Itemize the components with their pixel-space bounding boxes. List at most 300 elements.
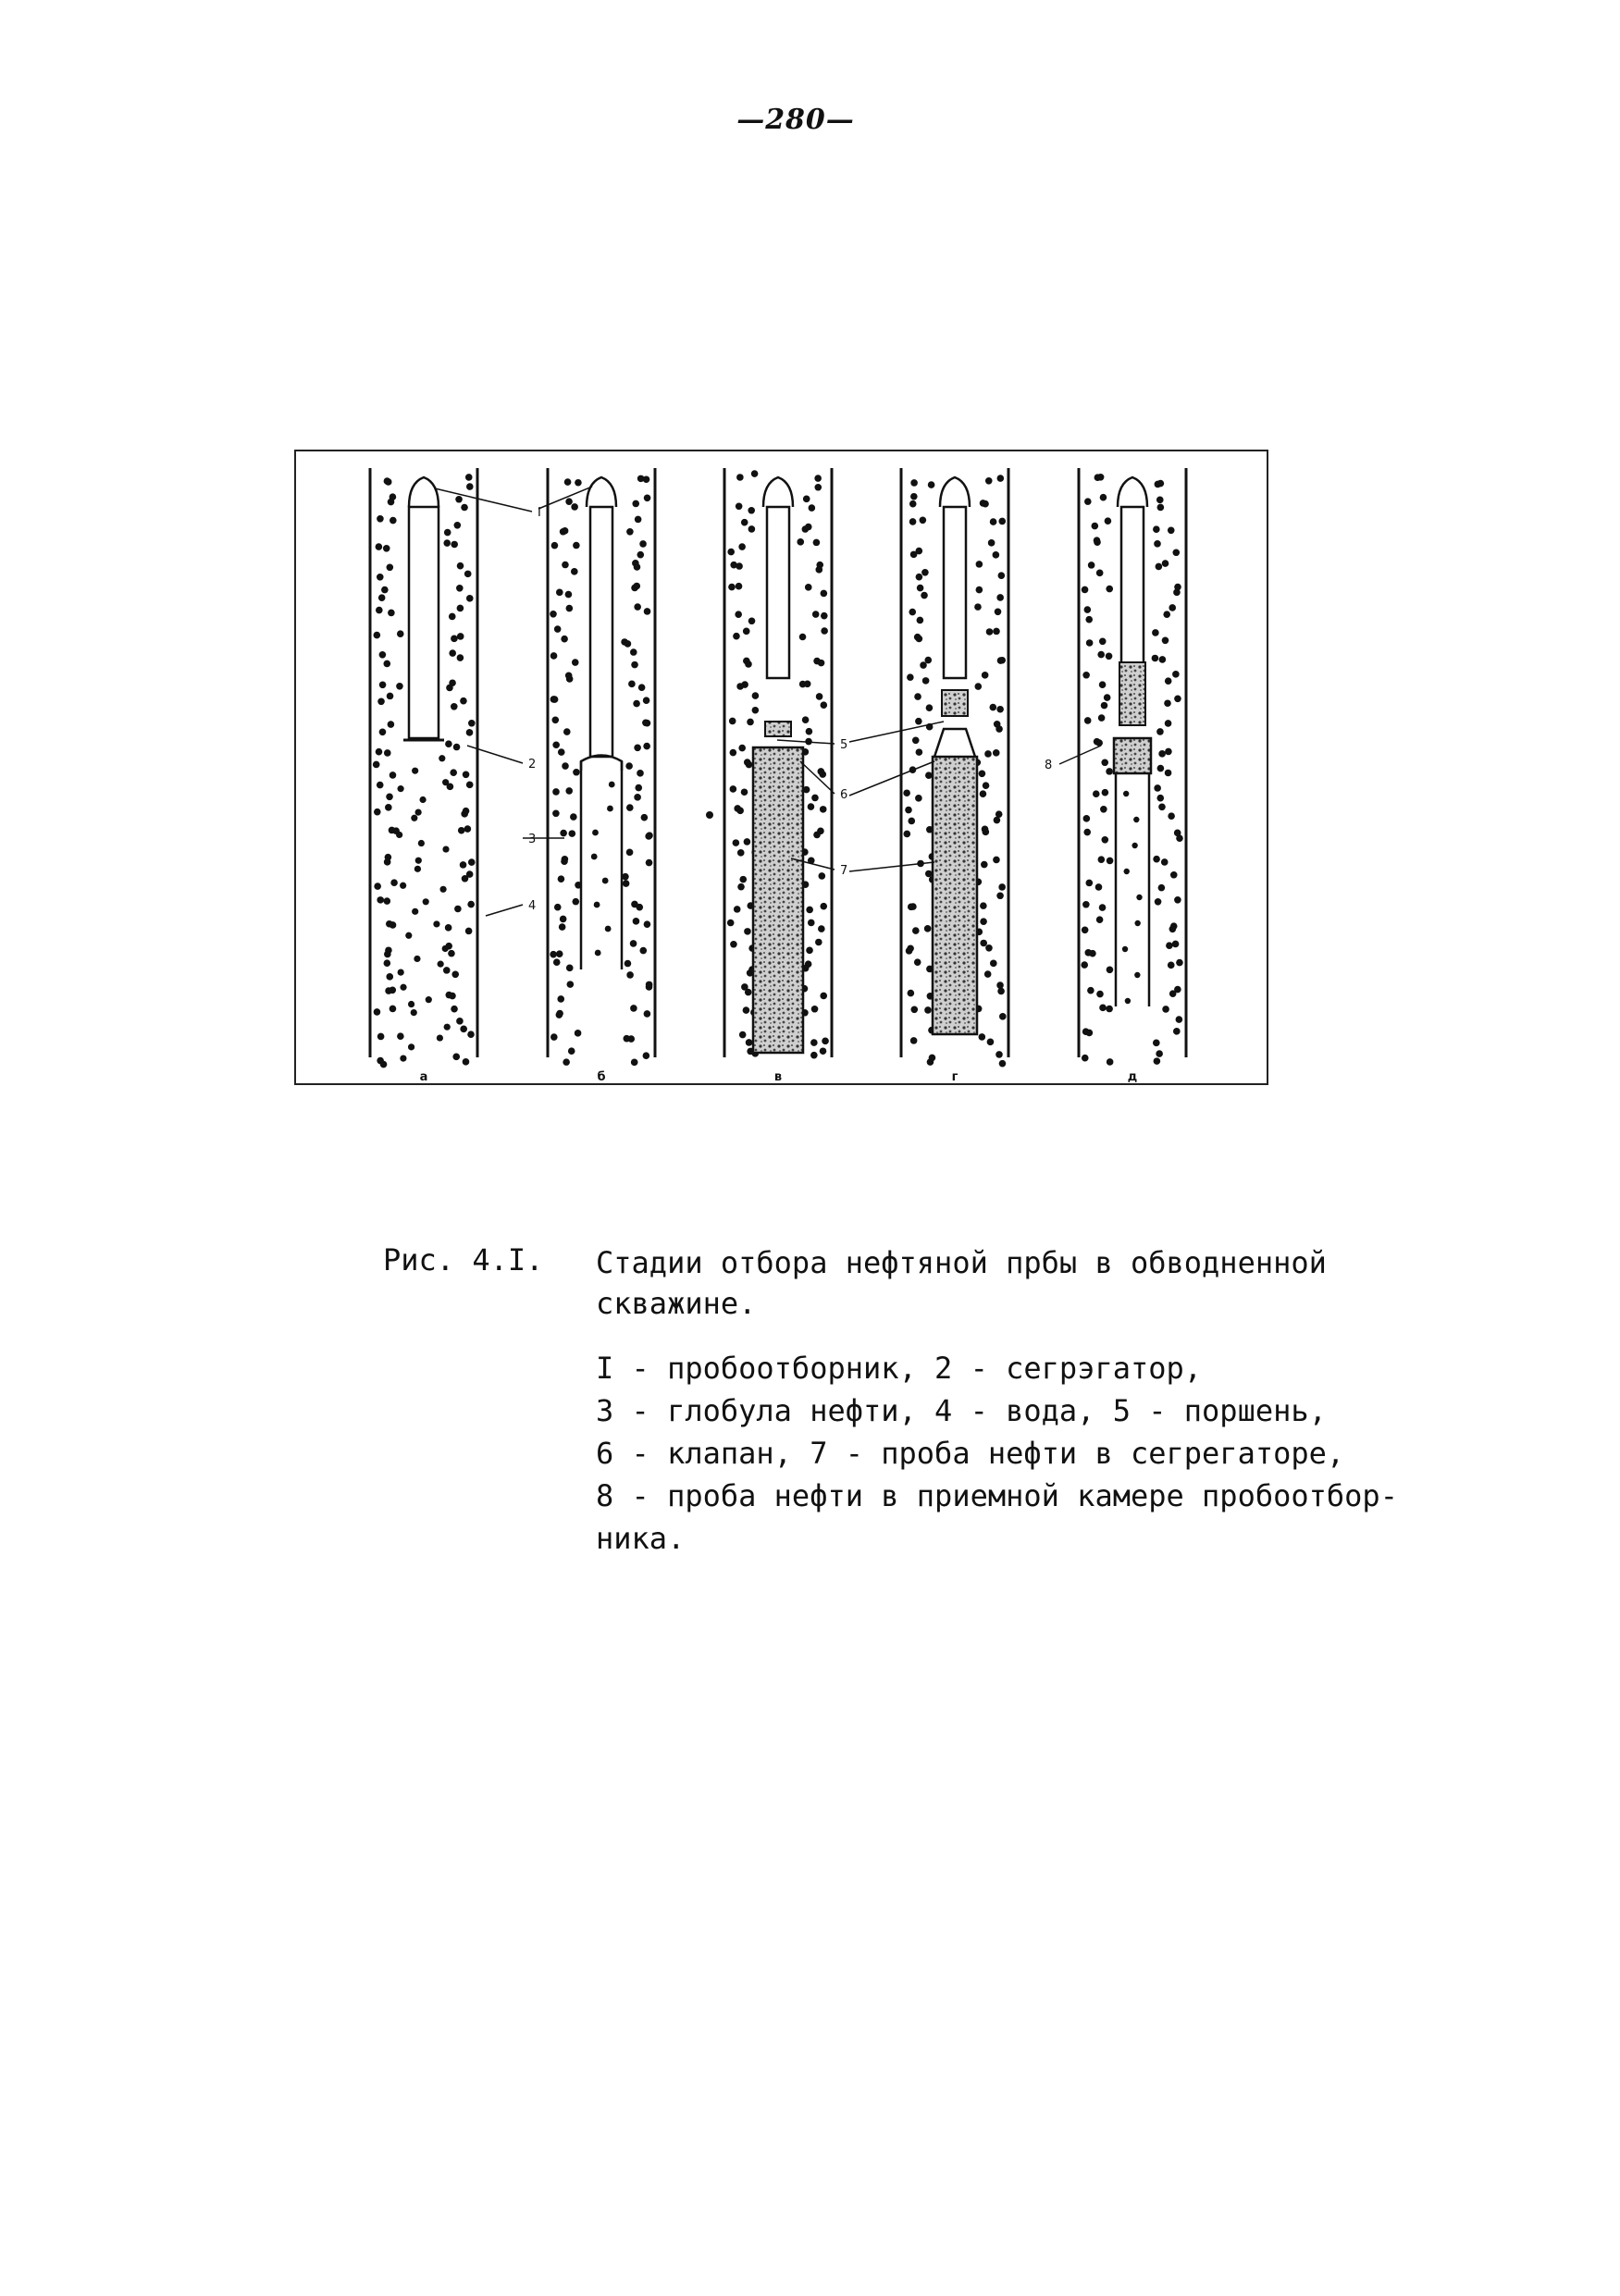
water-dot [987,1039,995,1046]
water-dot [449,613,456,621]
water-dot [912,927,920,934]
water-dot [743,1006,750,1014]
water-dot [925,772,933,779]
water-dot [1174,986,1181,994]
callout-number: 8 [1045,759,1053,772]
water-dot [565,498,573,505]
water-dot [990,960,997,968]
water-dot [1086,1030,1094,1037]
water-dot [461,504,468,512]
water-dot [550,611,557,618]
water-dot [733,839,740,846]
water-dot [907,945,914,953]
water-dot [377,515,384,523]
water-dot [405,932,412,939]
water-dot [910,1006,918,1013]
water-dot [465,928,473,935]
water-dot [751,470,759,477]
water-dot [554,904,562,911]
water-dot [635,784,642,792]
water-dot [458,827,465,834]
water-dot [637,551,644,559]
water-dot [385,946,392,954]
water-dot [374,809,381,816]
water-dot [1096,570,1104,577]
water-dot [630,1005,637,1012]
water-dot [377,896,384,904]
callout-number: I [538,506,541,520]
legend-line: 6 - клапан, 7 - проба нефти в сегрегаторе, [596,1436,1345,1471]
water-dot [915,718,922,725]
water-dot [1104,694,1111,701]
water-dot [1157,480,1165,488]
water-dot [466,729,474,736]
water-dot [820,1047,827,1055]
water-dot [1132,843,1137,848]
water-dot [457,654,464,661]
water-dot [1170,922,1178,930]
water-dot [1082,1055,1089,1062]
water-dot [743,628,750,636]
water-dot [411,815,417,821]
water-dot [561,636,568,643]
water-dot [451,541,458,549]
water-dot [451,636,458,643]
water-dot [468,720,476,727]
water-dot [997,988,1005,995]
water-dot [736,502,743,510]
water-dot [1156,795,1164,802]
water-dot [639,540,647,548]
water-dot [1092,523,1099,530]
water-dot [442,945,449,952]
callout-leader [849,722,944,742]
water-dot [383,660,390,668]
water-dot [457,562,464,570]
water-dot [976,561,983,568]
water-dot [389,827,396,834]
water-dot [811,1006,819,1013]
water-dot [811,795,819,802]
water-dot [572,898,579,906]
water-dot [625,960,632,968]
callout-number: 7 [840,864,848,878]
water-dot [922,677,930,685]
water-dot [625,640,632,648]
sampler-nose [1118,477,1147,507]
water-dot [1096,991,1104,998]
callout-number: 6 [840,788,848,802]
sampling-stages-diagram [296,451,1270,1087]
water-dot [449,679,456,686]
water-dot [927,1058,934,1066]
water-dot [384,477,391,485]
sampler-body [944,507,966,678]
water-dot [466,870,474,878]
water-dot [1165,770,1172,777]
water-dot [1165,677,1172,685]
oil-sample-segregator [933,757,977,1034]
water-dot [1174,896,1181,904]
water-dot [1100,806,1107,813]
water-dot [556,1010,563,1018]
water-dot [644,1010,651,1018]
water-dot [463,1058,470,1066]
water-dot [573,542,580,549]
water-dot [467,1031,475,1038]
water-dot [628,681,636,688]
water-dot [575,1030,582,1037]
water-dot [738,543,746,550]
water-dot [738,745,746,752]
callout-number: 3 [528,833,537,846]
water-dot [1099,681,1107,688]
water-dot [466,595,474,602]
water-dot [983,782,990,789]
callout-number: 5 [840,738,848,752]
water-dot [637,770,644,777]
water-dot [464,571,472,578]
water-dot [996,981,1004,989]
water-dot [1084,717,1092,724]
water-dot [591,854,598,860]
water-dot [437,1034,443,1041]
water-dot [414,956,420,962]
water-dot [563,728,571,735]
water-dot [374,632,381,639]
water-dot [1098,856,1106,863]
water-dot [995,609,1002,616]
water-dot [1158,884,1166,892]
water-dot [448,950,455,957]
sampler-nose [409,477,439,507]
water-dot [644,494,651,501]
water-dot [817,768,824,775]
water-dot [1154,1057,1161,1065]
water-dot [551,542,559,549]
water-dot [419,796,426,803]
water-dot [1174,830,1181,837]
water-dot [390,493,397,500]
water-dot [633,583,640,590]
stray-mark [706,811,713,819]
valve [934,729,975,757]
water-dot [752,692,760,699]
water-dot [408,1043,414,1050]
water-dot [1125,998,1131,1004]
water-dot [623,880,630,887]
water-dot [741,788,748,796]
water-dot [376,543,383,550]
water-dot [567,981,575,988]
water-dot [820,903,827,910]
water-dot [561,858,568,865]
water-dot [452,1054,460,1061]
water-dot [1124,869,1130,874]
piston [765,722,791,736]
water-dot [390,879,398,886]
water-dot [986,628,994,636]
water-dot [980,940,987,947]
water-dot [912,736,920,744]
water-dot [814,484,822,491]
water-dot [1168,526,1175,534]
water-dot [646,981,653,989]
water-dot [904,831,911,838]
water-dot [1087,987,1094,994]
panel-letter: а [419,1070,428,1084]
water-dot [1106,768,1113,775]
water-dot [810,1039,818,1046]
water-dot [595,950,601,957]
water-dot [819,872,826,880]
water-dot [411,1009,417,1016]
water-dot [822,1038,829,1045]
water-dot [553,958,561,966]
water-dot [806,728,813,735]
legend-line: 8 - проба нефти в приемной камере пробоотбор- [596,1478,1398,1513]
water-dot [444,1024,451,1031]
sampler-nose [763,477,793,507]
water-dot [571,568,578,575]
water-dot [982,500,989,508]
water-dot [980,790,987,797]
water-dot [921,592,928,599]
water-dot [733,633,740,640]
water-dot [736,808,744,815]
water-dot [387,563,394,571]
water-dot [634,744,641,751]
water-dot [920,516,927,524]
water-dot [1166,942,1173,949]
water-dot [993,857,1000,864]
water-dot [1154,540,1161,548]
water-dot [457,633,464,640]
water-dot [984,970,992,978]
water-dot [609,782,615,788]
water-dot [571,503,578,511]
water-dot [560,916,567,923]
water-dot [998,518,1006,525]
figure-frame [294,450,1268,1085]
water-dot [438,961,444,968]
water-dot [996,706,1004,713]
water-dot [451,703,458,710]
legend-line: I - пробоотборник, 2 - сегрэгатор, [596,1351,1203,1386]
water-dot [1085,616,1093,623]
page-number: —280— [736,104,855,136]
water-dot [630,648,637,656]
water-dot [984,750,992,758]
water-dot [398,969,404,976]
water-dot [1083,815,1091,822]
water-dot [1156,497,1164,504]
water-dot [745,989,752,996]
water-dot [993,749,1000,757]
callout-leader [849,761,934,796]
water-dot [386,793,393,800]
water-dot [985,944,993,952]
water-dot [643,743,650,750]
water-dot [995,725,1003,733]
water-dot [813,539,821,547]
water-dot [1094,738,1101,746]
water-dot [566,965,574,972]
water-dot [1134,920,1140,926]
water-dot [451,970,459,978]
water-dot [1099,1005,1107,1012]
water-dot [439,755,445,761]
water-dot [384,897,391,905]
water-dot [1162,636,1169,644]
water-dot [730,941,737,948]
water-dot [426,996,432,1003]
water-dot [1154,784,1161,792]
water-dot [605,926,612,932]
water-dot [632,500,639,508]
callout-leader [486,905,523,916]
water-dot [995,810,1003,818]
water-dot [746,1039,753,1046]
water-dot [1082,901,1090,908]
water-dot [385,987,392,994]
water-dot [412,908,418,915]
water-dot [916,574,923,581]
water-dot [1082,586,1089,594]
water-dot [450,769,457,776]
water-dot [388,721,395,728]
water-dot [622,873,629,881]
water-dot [748,507,755,514]
water-dot [390,921,397,929]
water-dot [460,861,467,869]
water-dot [631,661,638,669]
water-dot [643,1052,650,1059]
water-dot [453,744,461,751]
water-dot [1107,1058,1114,1066]
water-dot [999,1013,1007,1020]
water-dot [805,584,812,591]
water-dot [909,609,916,616]
water-dot [643,475,650,483]
water-dot [1156,563,1163,571]
water-dot [1083,829,1091,836]
water-dot [998,572,1006,579]
water-dot [1156,1050,1163,1057]
water-dot [463,808,470,815]
water-dot [454,906,462,913]
water-dot [1086,639,1094,647]
water-dot [730,785,737,793]
water-dot [626,971,634,979]
callout-leader [435,488,532,512]
water-dot [384,749,391,757]
water-dot [806,907,813,914]
water-dot [739,876,747,883]
water-dot [1162,560,1169,567]
water-dot [1174,584,1181,591]
water-dot [916,748,923,756]
water-dot [379,729,387,736]
water-dot [552,809,560,817]
water-dot [979,1033,986,1041]
water-dot [820,993,827,1000]
water-dot [388,610,395,617]
water-dot [380,1061,388,1068]
water-dot [817,828,824,835]
water-dot [390,1006,397,1013]
water-dot [910,493,918,500]
sampler-nose [940,477,970,507]
water-dot [568,1047,575,1055]
callout-number: 4 [528,899,537,913]
water-dot [551,696,559,703]
water-dot [457,605,464,612]
water-dot [1084,949,1092,957]
water-dot [924,657,932,664]
water-dot [799,634,807,641]
water-dot [1086,880,1094,887]
water-dot [996,594,1004,601]
water-dot [821,590,828,598]
water-dot [556,589,563,597]
water-dot [1133,817,1139,822]
water-dot [744,838,751,846]
water-dot [1156,728,1164,735]
water-dot [736,683,744,690]
water-dot [1101,836,1108,844]
panel-letter: г [951,1070,958,1084]
water-dot [1172,671,1180,678]
water-dot [998,657,1006,664]
water-dot [1094,537,1101,544]
water-dot [1099,904,1107,911]
water-dot [924,925,932,932]
water-dot [1157,504,1165,512]
water-dot [376,607,383,614]
water-dot [908,904,915,911]
water-dot [556,950,563,957]
water-dot [737,849,745,857]
water-dot [910,1037,918,1044]
sampler-body [1121,507,1144,678]
water-dot [1081,961,1088,969]
water-dot [1153,1040,1160,1047]
water-dot [633,918,640,925]
water-dot [816,693,823,700]
water-dot [1165,720,1172,727]
water-dot [1168,812,1175,820]
water-dot [572,659,579,666]
water-dot [976,586,983,594]
water-dot [562,527,569,535]
water-dot [1152,629,1159,636]
water-dot [1102,789,1109,796]
water-dot [981,861,988,869]
water-dot [558,748,565,756]
water-dot [925,870,933,878]
water-dot [1097,651,1105,659]
water-dot [643,697,650,704]
water-dot [1173,1028,1181,1035]
sampler-body [590,507,612,757]
water-dot [592,830,599,836]
water-dot [644,608,651,615]
water-dot [979,770,986,777]
water-dot [739,1031,747,1039]
water-dot [1100,494,1107,501]
water-dot [633,700,640,708]
